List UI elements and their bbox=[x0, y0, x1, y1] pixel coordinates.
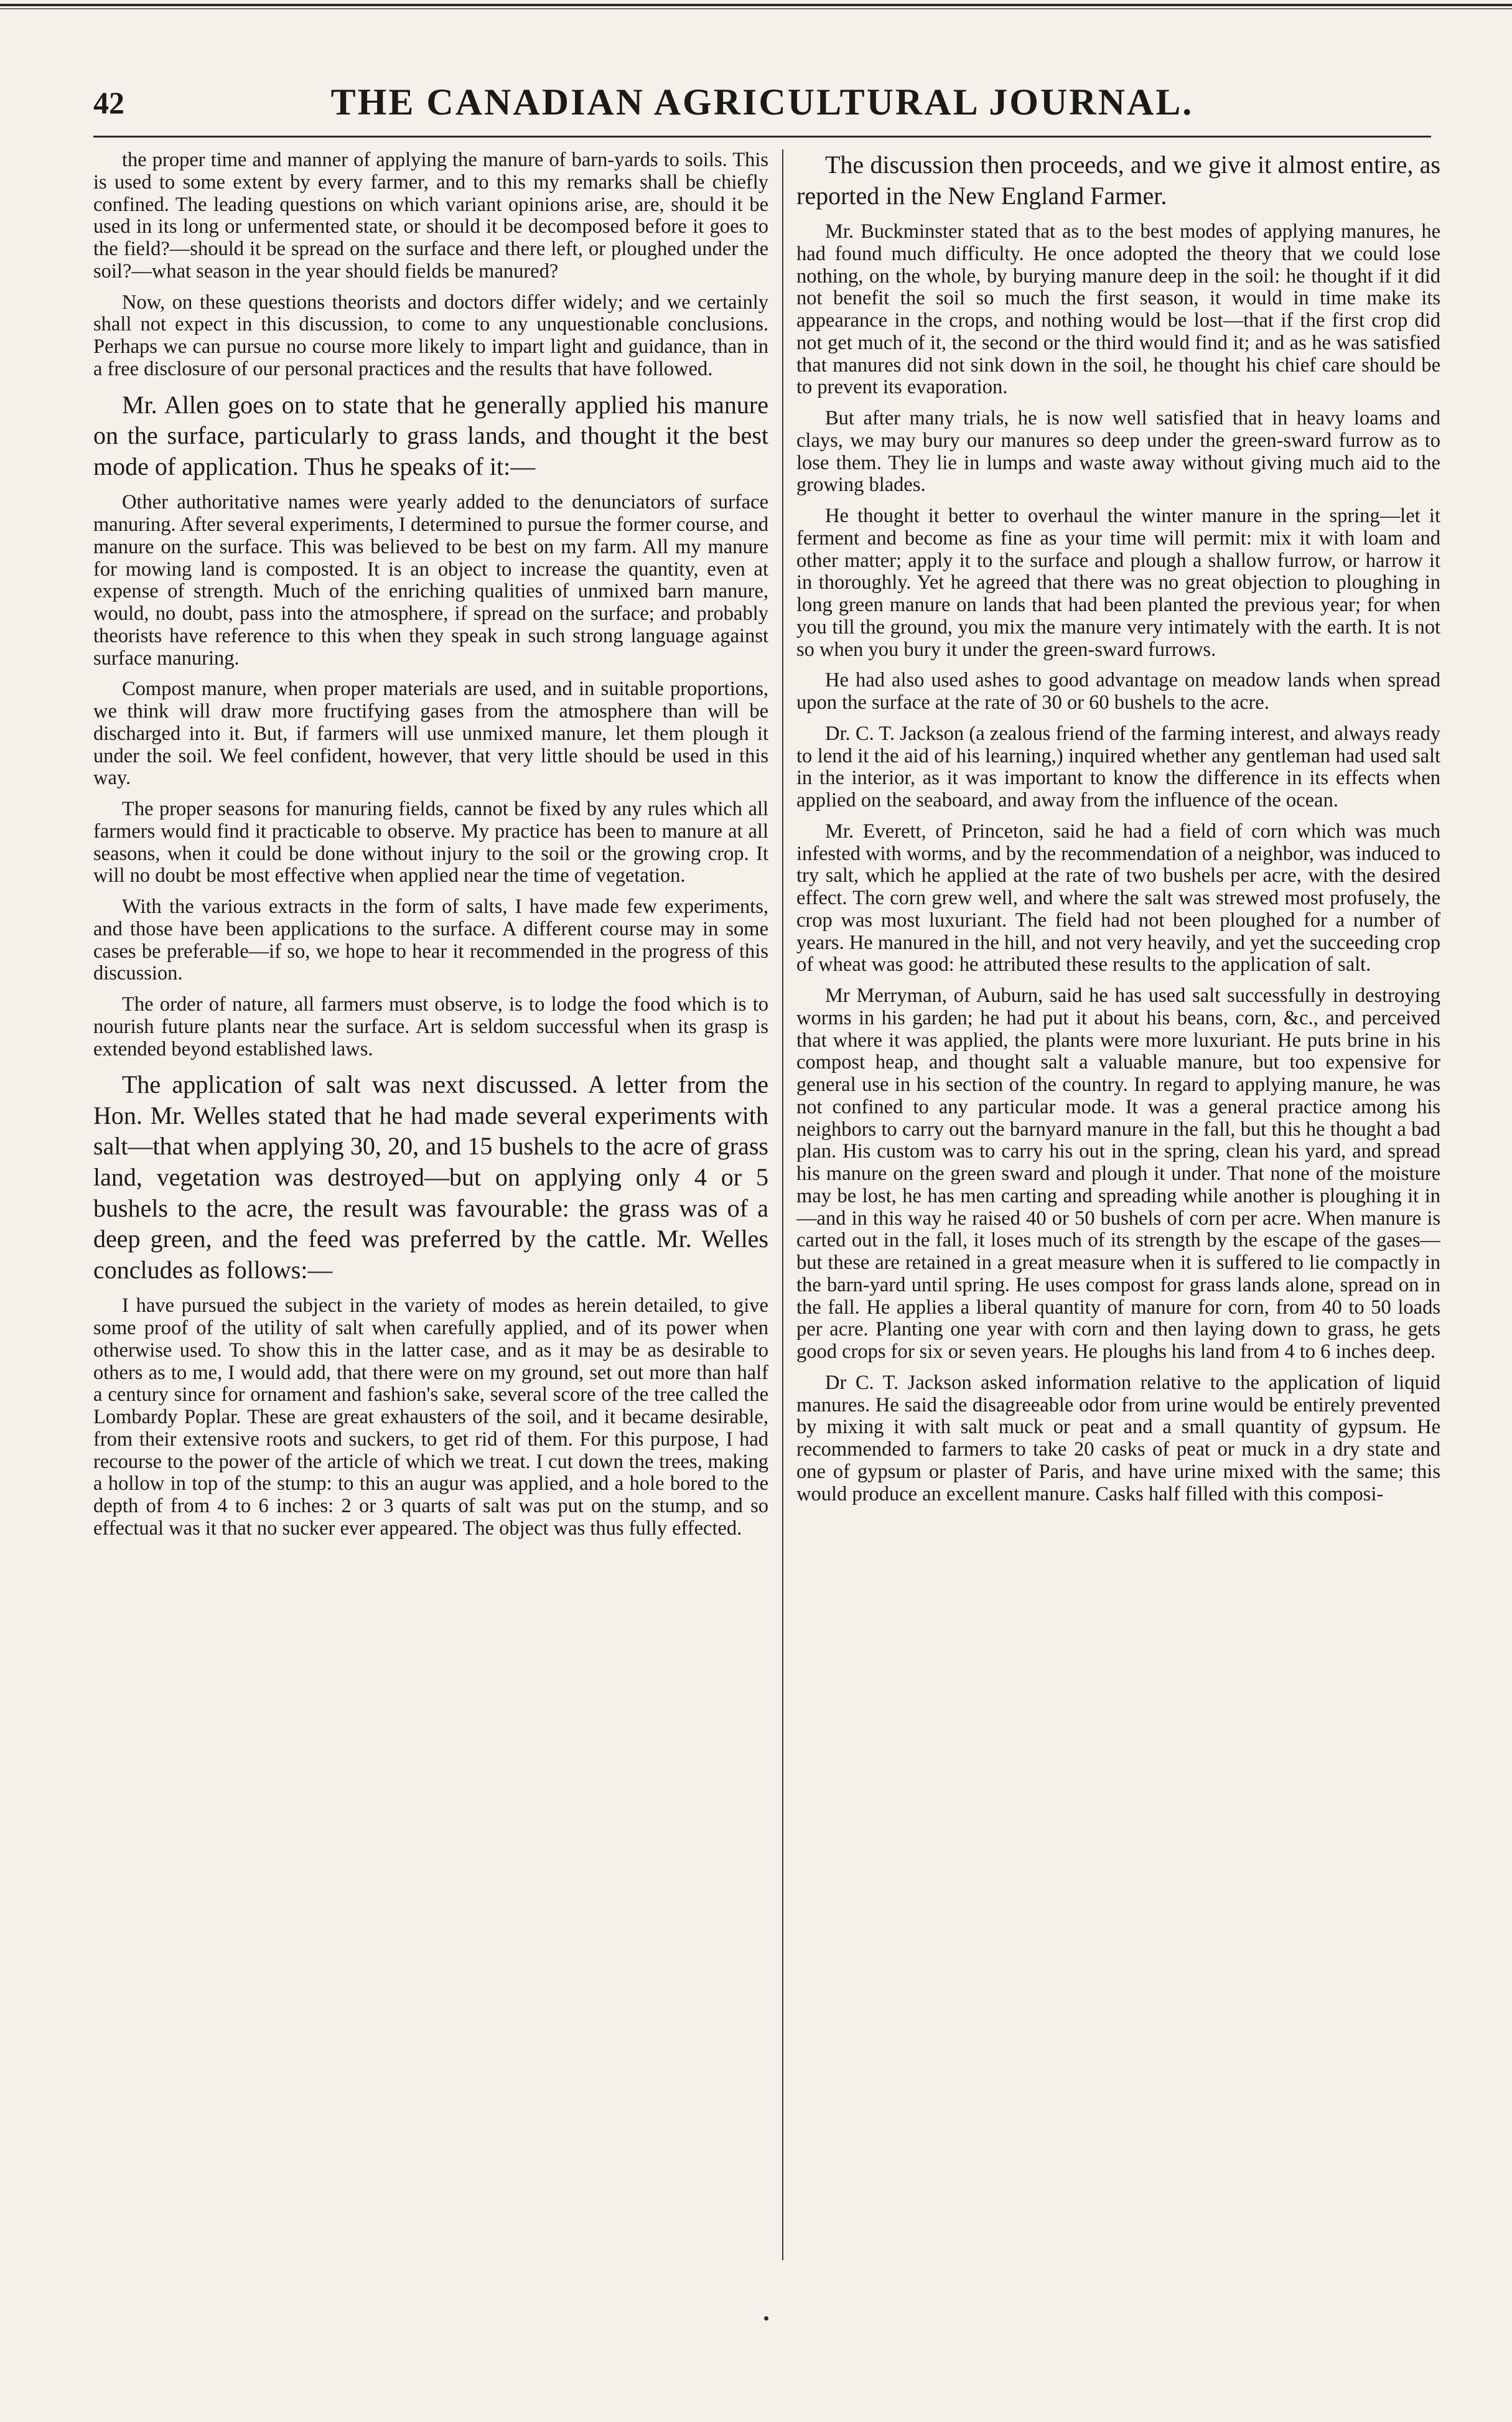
left-column-paragraph: Other authoritative names were yearly added to the denunciators of surface manuring. After several experiments, I determined to pursue the former course, and manure on the surface. This was believed to be best on my farm. All my manure for mowing land is composted. It is an object to increase the quantity, even at expense of strength. Much of the enriching qualities of unmixed barn manure, would, no doubt, pass into the atmosphere, if spread on the surface; and probably theorists have reference to this when they speak in such strong language against surface manuring. bbox=[93, 491, 768, 670]
right-column-paragraph: Mr Merryman, of Auburn, said he has used salt successfully in destroying worms in his garden; he had put it about his beans, corn, &c., and perceived that where it was applied, the plants were more luxuriant. He puts brine in his compost heap, and thought salt a valuable manure, but too expensive for general use in his section of the country. In regard to applying manure, he was not confined to any particular mode. It was a general practice among his neighbors to carry out the barnyard manure in the fall, but this he thought a bad plan. His custom was to carry his out in the spring, clean his yard, and spread his manure on the green sward and plough it under. That none of the moisture may be lost, he has men carting and spreading while another is ploughing it in—and in this way he raised 40 or 50 bushels of corn per acre. When manure is carted out in the fall, it loses much of its strength by the escape of the gases—but these are retained in a great measure when it is suffered to lie compactly in the barn-yard until spring. He uses compost for grass lands alone, spread on in the fall. He applies a liberal quantity of manure for corn, from 40 to 50 loads per acre. Planting one year with corn and then laying down to grass, he gets good crops for six or seven years. He ploughs his land from 4 to 6 inches deep. bbox=[796, 984, 1440, 1363]
left-column-paragraph: Now, on these questions theorists and doctors differ widely; and we certainly shall not expect in this discussion, to come to any unquestionable conclusions. Perhaps we can pursue no course more likely to impart light and guidance, than in a free disclosure of our personal practices and the results that have followed. bbox=[93, 291, 768, 380]
left-column-paragraph: The proper seasons for manuring fields, cannot be fixed by any rules which all farmers would find it practicable to observe. My practice has been to manure at all seasons, when it could be done without injury to the soil or the growing crop. It will no doubt be most effective when applied near the time of vegetation. bbox=[93, 798, 768, 887]
right-column-paragraph: But after many trials, he is now well satisfied that in heavy loams and clays, we may bury our manures so deep under the green-sward furrow as to lose them. They lie in lumps and waste away without giving much aid to the growing blades. bbox=[796, 407, 1440, 497]
right-column-paragraph: The discussion then proceeds, and we give it almost entire, as reported in the New England Farmer. bbox=[796, 151, 1440, 210]
left-column-paragraph: Compost manure, when proper materials are used, and in suitable proportions, we think will draw more fructifying gases from the atmosphere than will be discharged into it. But, if farmers will use unmixed manure, let them plough it under the soil. We feel confident, however, that very little should be used in this way. bbox=[93, 678, 768, 790]
right-column bbox=[796, 149, 1440, 2260]
page-header bbox=[93, 81, 1431, 131]
left-column-paragraph: With the various extracts in the form of salts, I have made few experiments, and those have been applications to the surface. A different course may in some cases be preferable—if so, we hope to hear it recommended in the progress of this discussion. bbox=[93, 895, 768, 985]
left-column bbox=[93, 149, 768, 2260]
footer-dot bbox=[764, 2316, 768, 2321]
right-column-paragraph: Mr. Buckminster stated that as to the best modes of applying manures, he had found much difficulty. He once adopted the theory that we could lose nothing, on the whole, by burying manure deep in the soil: he thought if it did not benefit the soil so much the first season, it would in time make its appearance in the crops, and nothing would be lost—that if the first crop did not get much of it, the second or the third would find it; and as he was satisfied that manures did not sink down in the soil, he thought his chief care should be to prevent its evaporation. bbox=[796, 220, 1440, 399]
left-column-paragraph: the proper time and manner of applying the manure of barn-yards to soils. This is used to some extent by every farmer, and to this my remarks shall be chiefly confined. The leading questions on which variant opinions arise, are, should it be used in its long or unfermented state, or should it be decomposed before it goes to the field?—should it be spread on the surface and there left, or ploughed under the soil?—what season in the year should fields be manured? bbox=[93, 149, 768, 283]
left-column-paragraph: The application of salt was next discussed. A letter from the Hon. Mr. Welles stated that he had made several experiments with salt—that when applying 30, 20, and 15 bushels to the acre of grass land, vegetation was destroyed—but on applying only 4 or 5 bushels to the acre, the result was favourable: the grass was of a deep green, and the feed was preferred by the cattle. Mr. Welles concludes as follows:— bbox=[93, 1070, 768, 1284]
header-rule bbox=[93, 136, 1431, 138]
left-column-paragraph: The order of nature, all farmers must observe, is to lodge the food which is to nourish future plants near the surface. Art is seldom successful when its grasp is extended beyond established laws. bbox=[93, 993, 768, 1060]
right-column-paragraph: Mr. Everett, of Princeton, said he had a field of corn which was much infested with worms, and by the recommendation of a neighbor, was induced to try salt, which he applied at the rate of two bushels per acre, with the desired effect. The corn grew well, and where the salt was strewed most profusely, the crop was most luxuriant. The field had not been ploughed for a number of years. He manured in the hill, and not very heavily, and yet the succeeding crop of wheat was good: he attributed these results to the application of salt. bbox=[796, 820, 1440, 976]
running-head: THE CANADIAN AGRICULTURAL JOURNAL. bbox=[330, 82, 1194, 123]
right-column-paragraph: He thought it better to overhaul the winter manure in the spring—let it ferment and become as fine as your time will permit: mix it with loam and other matter; apply it to the surface and plough a shallow furrow, or harrow it in thoroughly. Yet he agreed that there was no great objection to ploughing in long green manure on lands that had been planted the previous year; for when you till the ground, you mix the manure very intimately with the earth. It is not so when you bury it under the green-sward furrows. bbox=[796, 505, 1440, 661]
right-column-paragraph: Dr C. T. Jackson asked information relative to the application of liquid manures. He said the disagreeable odor from urine would be entirely prevented by mixing it with salt muck or peat and a small quantity of gypsum. He recommended to farmers to take 20 casks of peat or muck in a dry state and one of gypsum or plaster of Paris, and have urine mixed with the same; this would produce an excellent manure. Casks half filled with this composi- bbox=[796, 1371, 1440, 1505]
right-column-paragraph: Dr. C. T. Jackson (a zealous friend of the farming interest, and always ready to lend it the aid of his learning,) inquired whether any gentleman had used salt in the interior, as it was important to know the difference in its effects when applied on the seaboard, and away from the influence of the ocean. bbox=[796, 722, 1440, 812]
top-border-rule bbox=[0, 4, 1512, 10]
column-divider bbox=[782, 149, 783, 2260]
left-column-paragraph: I have pursued the subject in the variety of modes as herein detailed, to give some proof of the utility of salt when carefully applied, and of its power when otherwise used. To show this in the latter case, and as it may be as desirable to others as to me, I would add, that there were on my ground, set out more than half a century since for ornament and fashion's sake, several score of the tree called the Lombardy Poplar. These are great exhausters of the soil, and it became desirable, from their extensive roots and suckers, to get rid of them. For this purpose, I had recourse to the power of the article of which we treat. I cut down the trees, making a hollow in top of the stump: to this an augur was applied, and a hole bored to the depth of from 4 to 6 inches: 2 or 3 quarts of salt was put on the stump, and so effectual was it that no sucker ever appeared. The object was thus fully effected. bbox=[93, 1294, 768, 1540]
page-number: 42 bbox=[93, 85, 124, 120]
right-column-paragraph: He had also used ashes to good advantage on meadow lands when spread upon the surface at the rate of 30 or 60 bushels to the acre. bbox=[796, 669, 1440, 714]
left-column-paragraph: Mr. Allen goes on to state that he generally applied his manure on the surface, particularly to grass lands, and thought it the best mode of application. Thus he speaks of it:— bbox=[93, 390, 768, 480]
